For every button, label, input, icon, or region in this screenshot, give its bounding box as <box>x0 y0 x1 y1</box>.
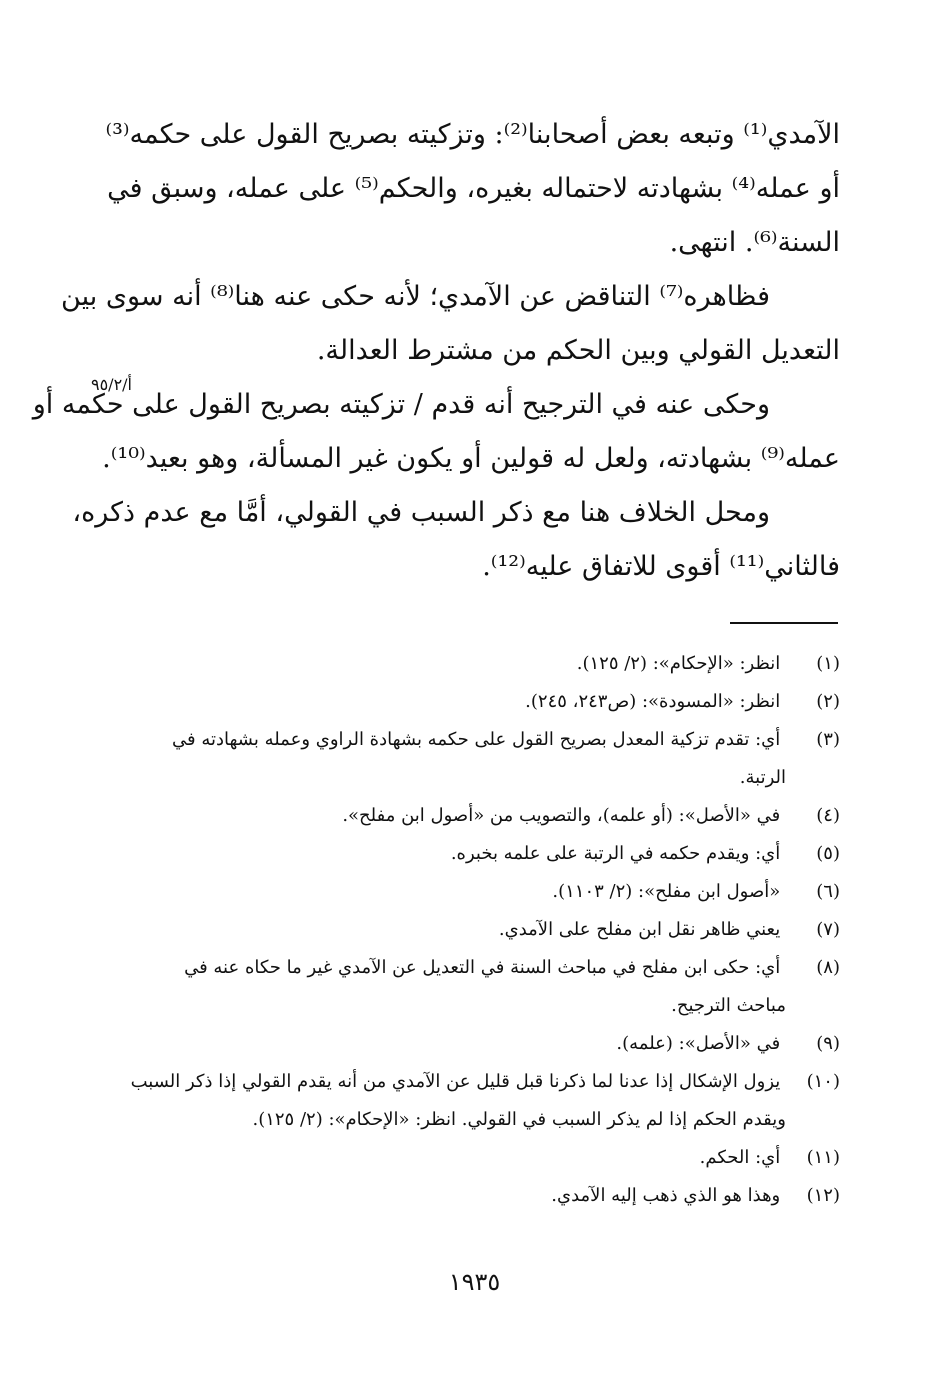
footnote-2 <box>135 683 840 721</box>
main-text-line: عمله⁽⁹⁾ بشهادته، ولعل له قولين أو يكون غير المسألة، وهو بعيد⁽¹⁰⁾. <box>102 443 840 474</box>
main-text-line: أو عمله⁽⁴⁾ بشهادته لاحتماله بغيره، والحكم⁽⁵⁾ على عمله، وسبق في <box>107 173 840 204</box>
footnote-number: (١١) <box>806 1147 840 1168</box>
footnotes-block <box>130 645 840 1215</box>
footnote-number: (٤) <box>816 805 840 826</box>
footnote-number: (٢) <box>816 691 840 712</box>
footnote-5 <box>135 835 840 873</box>
main-text-line: ومحل الخلاف هنا مع ذكر السبب في القولي، أمَّا مع عدم ذكره، <box>72 497 770 528</box>
footnote-6 <box>135 873 840 911</box>
footnote-10-continuation: ويقدم الحكم إذا لم يذكر السبب في القولي. انظر: «الإحكام»: (٢/ ١٢٥). <box>252 1109 786 1130</box>
footnote-text: أي: حكى ابن مفلح في مباحث السنة في التعديل عن الآمدي غير ما حكاه عنه في <box>184 957 781 978</box>
main-text-line: التعديل القولي وبين الحكم من مشترط العدالة. <box>316 335 840 366</box>
footnote-text: أي: تقدم تزكية المعدل بصريح القول على حكمه بشهادة الراوي وعمله بشهادته في <box>172 729 781 750</box>
main-text-line: السنة⁽⁶⁾. انتهى. <box>669 227 840 258</box>
footnote-number: (١٢) <box>806 1185 840 1206</box>
footnote-number: (٨) <box>816 957 840 978</box>
footnote-7 <box>135 911 840 949</box>
footnote-3 <box>135 721 840 759</box>
footnote-4 <box>135 797 840 835</box>
footnote-number: (٩) <box>816 1033 840 1054</box>
footnote-text: في «الأصل»: (أو علمه)، والتصويب من «أصول ابن مفلح». <box>342 805 781 826</box>
main-text-line: فظاهره⁽⁷⁾ التناقض عن الآمدي؛ لأنه حكى عنه هنا⁽⁸⁾ أنه سوى بين <box>61 281 770 312</box>
footnote-9 <box>135 1025 840 1063</box>
footnote-number: (١) <box>816 653 840 674</box>
main-text-line: الآمدي⁽¹⁾ وتبعه بعض أصحابنا⁽²⁾: وتزكيته بصريح القول على حكمه⁽³⁾ <box>105 119 840 150</box>
footnote-text: «أصول ابن مفلح»: (٢/ ١١٠٣). <box>552 881 781 902</box>
footnote-separator-rule <box>730 622 838 624</box>
footnote-8 <box>135 949 840 987</box>
footnote-number: (٥) <box>816 843 840 864</box>
footnote-12 <box>135 1177 840 1215</box>
footnote-3-continuation: الرتبة. <box>739 767 786 788</box>
footnote-text: وهذا هو الذي ذهب إليه الآمدي. <box>551 1185 781 1206</box>
footnote-text: انظر: «الإحكام»: (٢/ ١٢٥). <box>576 653 781 674</box>
footnote-text: يزول الإشكال إذا عدنا لما ذكرنا قبل قليل عن الآمدي من أنه يقدم القولي إذا ذكر السبب <box>130 1071 781 1092</box>
footnote-text: أي: الحكم. <box>699 1147 781 1168</box>
main-text-line: فالثاني⁽¹¹⁾ أقوى للاتفاق عليه⁽¹²⁾. <box>482 551 840 582</box>
footnote-text: أي: ويقدم حكمه في الرتبة على علمه بخبره. <box>450 843 781 864</box>
footnote-text: في «الأصل»: (علمه). <box>616 1033 781 1054</box>
margin-folio-note: أ/٩٥/٢ <box>90 375 132 394</box>
footnote-text: يعني ظاهر نقل ابن مفلح على الآمدي. <box>498 919 781 940</box>
footnote-10 <box>130 1063 840 1101</box>
footnote-number: (٦) <box>816 881 840 902</box>
main-text-line: وحكى عنه في الترجيح أنه قدم / تزكيته بصريح القول على حكمه أو <box>32 389 770 420</box>
footnote-number: (١٠) <box>806 1071 840 1092</box>
footnote-11 <box>135 1139 840 1177</box>
footnote-number: (٧) <box>816 919 840 940</box>
footnote-8-continuation: مباحث الترجيح. <box>671 995 786 1016</box>
footnote-number: (٣) <box>816 729 840 750</box>
footnote-text: انظر: «المسودة»: (ص٢٤٣، ٢٤٥). <box>525 691 781 712</box>
footnote-1 <box>135 645 840 683</box>
page-number: ١٩٣٥ <box>448 1268 501 1296</box>
